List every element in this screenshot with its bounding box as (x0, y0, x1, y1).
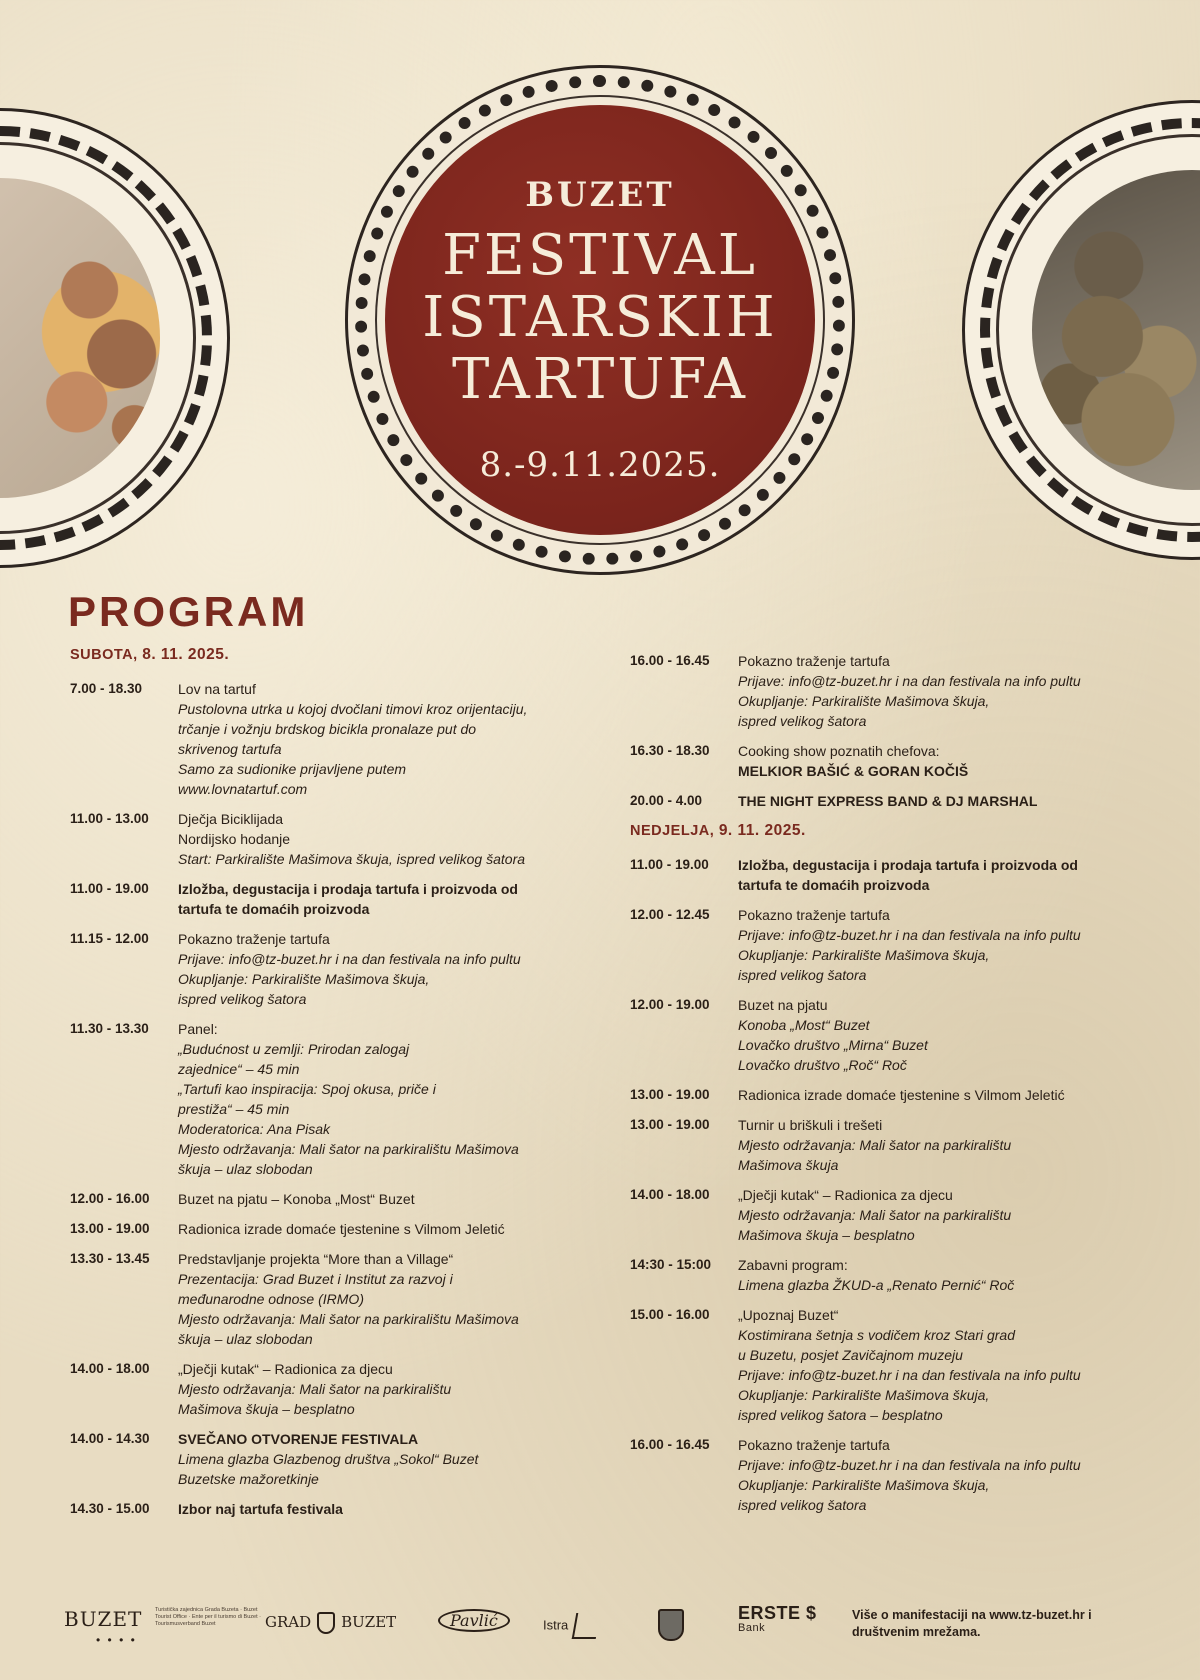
entry-line: Zabavni program: (738, 1257, 848, 1273)
entry-line: Samo za sudionike prijavljene putem (178, 761, 407, 777)
day-heading-saturday (70, 645, 590, 665)
entry-line: Pustolovna utrka u kojoj dvočlani timovi kroz orijentaciju, (178, 701, 528, 717)
entry-line: Limena glazba ŽKUD-a „Renato Pernić“ Roč (738, 1277, 1015, 1293)
schedule-entry (70, 1429, 590, 1489)
entry-line: Panel: (178, 1021, 218, 1037)
pasta-plate-image (0, 108, 230, 568)
entry-line: Mjesto održavanja: Mali šator na parkiralištu (738, 1137, 1012, 1153)
erste-bank-logo (738, 1603, 817, 1634)
entry-time: 16.30 - 18.30 (630, 743, 710, 758)
entry-line: Prijave: info@tz-buzet.hr i na dan festivala na info pultu (738, 1367, 1081, 1383)
entry-line: Prijave: info@tz-buzet.hr i na dan festivala na info pultu (738, 673, 1081, 689)
schedule-entry (70, 879, 590, 919)
entry-line: Dječja Biciklijada (178, 811, 284, 827)
entry-line: Mašimova škuja (738, 1157, 839, 1173)
entry-time: 14.00 - 14.30 (70, 1431, 150, 1446)
grad-buzet-logo (265, 1612, 396, 1634)
day-heading-sunday (630, 821, 1130, 841)
entry-time: 16.00 - 16.45 (630, 1437, 710, 1452)
schedule-entry (630, 651, 1130, 731)
schedule-entry (70, 1359, 590, 1419)
schedule-entry (630, 741, 1130, 781)
entry-description (738, 995, 1130, 1075)
entry-time: 15.00 - 16.00 (630, 1307, 710, 1322)
entry-description (178, 679, 590, 799)
festival-seal (345, 65, 855, 575)
entry-line: Izložba, degustacija i prodaja tartufa i proizvoda od (178, 881, 518, 897)
grad-text: GRAD (265, 1613, 312, 1631)
entry-time: 16.00 - 16.45 (630, 653, 710, 668)
entry-line: tartufa te domaćih proizvoda (178, 901, 370, 917)
entry-line: ispred velikog šatora (738, 713, 867, 729)
county-shield-logo (658, 1609, 684, 1641)
entry-line: Okupljanje: Parkiralište Mašimova škuja, (178, 971, 430, 987)
entry-time: 14.30 - 15.00 (70, 1501, 150, 1516)
entry-line: „Upoznaj Buzet“ (738, 1307, 839, 1323)
seal-city: BUZET (525, 175, 675, 215)
entry-line: Lovačko društvo „Roč“ Roč (738, 1057, 907, 1073)
sponsor-footer (60, 1595, 1140, 1655)
entry-line: „Dječji kutak“ – Radionica za djecu (178, 1361, 393, 1377)
entry-description (178, 1499, 590, 1519)
entry-line: Prijave: info@tz-buzet.hr i na dan festivala na info pultu (738, 1457, 1081, 1473)
schedule-entry (70, 1019, 590, 1179)
entry-line: Cooking show poznatih chefova: (738, 743, 940, 759)
day-name: NEDJELJA, (630, 823, 719, 839)
entry-time: 13.30 - 13.45 (70, 1251, 150, 1266)
entry-line: Konoba „Most“ Buzet (738, 1017, 870, 1033)
festival-title-line: TARTUFA (452, 347, 748, 412)
entry-time: 12.00 - 16.00 (70, 1191, 150, 1206)
entry-line: Limena glazba Glazbenog društva „Sokol“ Buzet (178, 1451, 479, 1467)
schedule-entry (630, 905, 1130, 985)
schedule-entry (630, 1185, 1130, 1245)
entry-description (738, 905, 1130, 985)
entry-line: škuja – ulaz slobodan (178, 1331, 313, 1347)
erste-symbol-icon: $ (806, 1603, 817, 1623)
festival-title-line: FESTIVAL (442, 223, 758, 288)
entry-description (178, 1429, 590, 1489)
entry-line: „Tartufi kao inspiracija: Spoj okusa, priče i (178, 1081, 436, 1097)
entry-line: Prezentacija: Grad Buzet i Institut za razvoj i (178, 1271, 453, 1287)
entry-line: Lovačko društvo „Mirna“ Buzet (738, 1037, 928, 1053)
entry-description (738, 741, 1130, 781)
entry-time: 13.00 - 19.00 (630, 1087, 710, 1102)
schedule-entry (70, 679, 590, 799)
saturday-schedule (70, 679, 590, 1519)
entry-line: Start: Parkiralište Mašimova škuja, ispred velikog šatora (178, 851, 526, 867)
entry-time: 13.00 - 19.00 (70, 1221, 150, 1236)
entry-description (738, 651, 1130, 731)
entry-line: Pokazno traženje tartufa (738, 1437, 890, 1453)
entry-line: trčanje i vožnju brdskog bicikla pronalaze put do (178, 721, 477, 737)
entry-line: u Buzetu, posjet Zavičajnom muzeju (738, 1347, 963, 1363)
erste-bank-text: Bank (738, 1622, 766, 1634)
buzet-text: BUZET (341, 1613, 397, 1631)
entry-description (738, 1305, 1130, 1425)
entry-time: 14.00 - 18.00 (630, 1187, 710, 1202)
schedule-entry (630, 1255, 1130, 1295)
entry-description (738, 1255, 1130, 1295)
sunday-schedule (630, 855, 1130, 1515)
entry-description (178, 1189, 590, 1209)
entry-line: Predstavljanje projekta “More than a Village“ (178, 1251, 454, 1267)
entry-line: Okupljanje: Parkiralište Mašimova škuja, (738, 693, 990, 709)
entry-line: Moderatorica: Ana Pisak (178, 1121, 330, 1137)
entry-time: 11.15 - 12.00 (70, 931, 149, 946)
program-column-right (630, 651, 1130, 1525)
schedule-entry (630, 791, 1130, 811)
program-heading: PROGRAM (68, 588, 309, 635)
entry-time: 14:30 - 15:00 (630, 1257, 712, 1272)
entry-line: Okupljanje: Parkiralište Mašimova škuja, (738, 1387, 990, 1403)
schedule-entry (630, 1115, 1130, 1175)
istra-text: Istra (543, 1617, 569, 1633)
schedule-entry (70, 1189, 590, 1209)
entry-line: Mjesto održavanja: Mali šator na parkiralištu Mašimova (178, 1141, 519, 1157)
entry-time: 12.00 - 12.45 (630, 907, 710, 922)
entry-line: međunarodne odnose (IRMO) (178, 1291, 364, 1307)
buzet-logo-dots: • • • • (96, 1633, 137, 1647)
entry-line: „Dječji kutak“ – Radionica za djecu (738, 1187, 953, 1203)
entry-description (178, 929, 590, 1009)
entry-line: THE NIGHT EXPRESS BAND & DJ MARSHAL (738, 793, 1038, 809)
seal-center (385, 105, 815, 535)
entry-line: SVEČANO OTVORENJE FESTIVALA (178, 1431, 419, 1447)
entry-line: Mjesto održavanja: Mali šator na parkiralištu (738, 1207, 1012, 1223)
schedule-entry (70, 929, 590, 1009)
entry-line: Buzetske mažoretkinje (178, 1471, 319, 1487)
entry-time: 11.30 - 13.30 (70, 1021, 149, 1036)
truffle-plate-image (962, 100, 1200, 560)
entry-line: Radionica izrade domaće tjestenine s Vilmom Jeletić (738, 1087, 1065, 1103)
entry-time: 20.00 - 4.00 (630, 793, 703, 808)
entry-description (738, 1185, 1130, 1245)
erste-text: ERSTE (738, 1603, 801, 1623)
entry-line: Pokazno traženje tartufa (738, 907, 890, 923)
schedule-entry (70, 809, 590, 869)
footer-info-text: Više o manifestaciji na www.tz-buzet.hr i društvenim mrežama. (852, 1608, 1092, 1639)
entry-line: prestiža“ – 45 min (178, 1101, 290, 1117)
entry-line: zajednice“ – 45 min (178, 1061, 300, 1077)
entry-time: 11.00 - 19.00 (630, 857, 709, 872)
saturday-schedule-continued (630, 651, 1130, 811)
entry-line: Izbor naj tartufa festivala (178, 1501, 343, 1517)
entry-line: „Budućnost u zemlji: Prirodan zalogaj (178, 1041, 410, 1057)
entry-description (178, 809, 590, 869)
schedule-entry (630, 995, 1130, 1075)
entry-time: 7.00 - 18.30 (70, 681, 143, 696)
schedule-entry (630, 855, 1130, 895)
entry-line: škuja – ulaz slobodan (178, 1161, 313, 1177)
entry-line: Prijave: info@tz-buzet.hr i na dan festivala na info pultu (738, 927, 1081, 943)
entry-line: MELKIOR BAŠIĆ & GORAN KOČIŠ (738, 763, 969, 779)
entry-line: Prijave: info@tz-buzet.hr i na dan festivala na info pultu (178, 951, 521, 967)
entry-line: Lov na tartuf (178, 681, 256, 697)
entry-description (178, 1249, 590, 1349)
schedule-entry (70, 1249, 590, 1349)
entry-line: Pokazno traženje tartufa (178, 931, 330, 947)
entry-line: www.lovnatartuf.com (178, 781, 308, 797)
entry-line: skrivenog tartufa (178, 741, 282, 757)
entry-line: Radionica izrade domaće tjestenine s Vilmom Jeletić (178, 1221, 505, 1237)
entry-time: 12.00 - 19.00 (630, 997, 710, 1012)
entry-time: 11.00 - 19.00 (70, 881, 149, 896)
day-date: 8. 11. 2025. (142, 646, 230, 663)
schedule-entry (630, 1305, 1130, 1425)
entry-line: Izložba, degustacija i prodaja tartufa i proizvoda od (738, 857, 1078, 873)
entry-time: 11.00 - 13.00 (70, 811, 149, 826)
entry-line: ispred velikog šatora (738, 967, 867, 983)
entry-time: 13.00 - 19.00 (630, 1117, 710, 1132)
entry-description (738, 1435, 1130, 1515)
entry-description (738, 1085, 1130, 1105)
festival-dates: 8.-9.11.2025. (479, 445, 721, 485)
day-date: 9. 11. 2025. (718, 822, 806, 839)
entry-line: Buzet na pjatu (738, 997, 828, 1013)
entry-line: ispred velikog šatora – besplatno (738, 1407, 943, 1423)
entry-line: Okupljanje: Parkiralište Mašimova škuja, (738, 1477, 990, 1493)
entry-line: Mašimova škuja – besplatno (178, 1401, 355, 1417)
buzet-tourism-logo: BUZET (64, 1607, 143, 1631)
entry-description (738, 791, 1130, 811)
entry-line: Nordijsko hodanje (178, 831, 291, 847)
day-name: SUBOTA, (70, 647, 143, 663)
festival-title (385, 225, 815, 411)
entry-line: Buzet na pjatu – Konoba „Most“ Buzet (178, 1191, 415, 1207)
entry-time: 14.00 - 18.00 (70, 1361, 150, 1376)
festival-title-line: ISTARSKIH (422, 285, 778, 350)
entry-line: Mašimova škuja – besplatno (738, 1227, 915, 1243)
buzet-logo-subtitle: Turistička zajednica Grada Buzeta · Buzet Tourist Office · Ente per il turismo di Buzet · Tourismusverband Buzet (155, 1607, 261, 1627)
entry-description (738, 855, 1130, 895)
schedule-entry (70, 1219, 590, 1239)
entry-line: ispred velikog šatora (178, 991, 307, 1007)
goat-icon (572, 1613, 601, 1639)
entry-line: Mjesto održavanja: Mali šator na parkiralištu (178, 1381, 452, 1397)
entry-line: Kostimirana šetnja s vodičem kroz Stari grad (738, 1327, 1015, 1343)
crest-icon (317, 1612, 335, 1634)
pavlic-logo: Pavlić (438, 1609, 510, 1632)
entry-description (738, 1115, 1130, 1175)
entry-line: Mjesto održavanja: Mali šator na parkiralištu Mašimova (178, 1311, 519, 1327)
entry-description (178, 1219, 590, 1239)
schedule-entry (630, 1085, 1130, 1105)
program-column-left (70, 645, 590, 1529)
istra-logo (543, 1613, 598, 1639)
entry-line: ispred velikog šatora (738, 1497, 867, 1513)
entry-description (178, 879, 590, 919)
schedule-entry (630, 1435, 1130, 1515)
entry-line: Pokazno traženje tartufa (738, 653, 890, 669)
entry-line: Okupljanje: Parkiralište Mašimova škuja, (738, 947, 990, 963)
entry-description (178, 1019, 590, 1179)
entry-line: tartufa te domaćih proizvoda (738, 877, 930, 893)
entry-line: Turnir u briškuli i trešeti (738, 1117, 883, 1133)
entry-description (178, 1359, 590, 1419)
schedule-entry (70, 1499, 590, 1519)
